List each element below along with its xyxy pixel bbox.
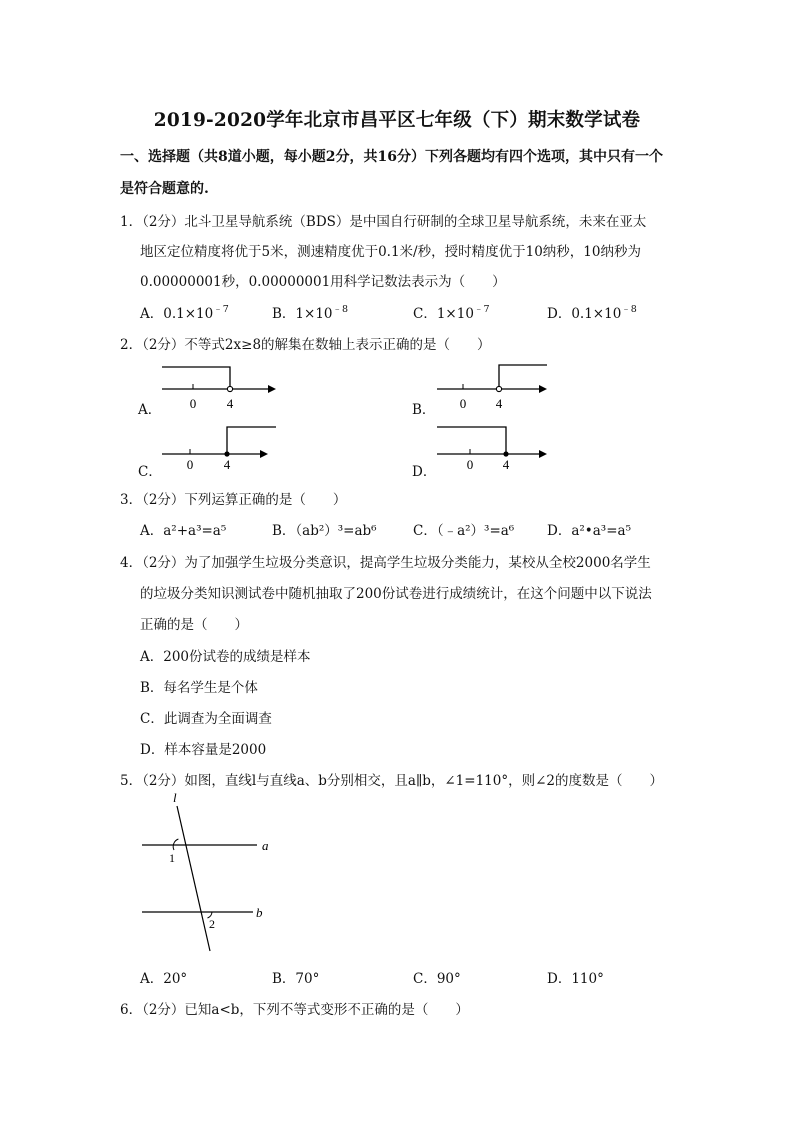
q3-option-a[interactable]: A．a²+a³=a⁵ xyxy=(140,523,227,539)
q4-option-c[interactable]: C．此调查为全面调查 xyxy=(140,711,272,727)
q3-option-c[interactable]: C．（﹣a²）³=a⁶ xyxy=(413,523,515,539)
q2-a-tick-4: 4 xyxy=(226,396,234,411)
q5-angle-1-label: 1 xyxy=(169,851,175,865)
q2-option-b-label[interactable]: B． xyxy=(412,402,436,418)
q4-stem-line-3: 正确的是（ ） xyxy=(140,617,248,633)
q5-line-l-label: l xyxy=(173,790,177,805)
q2-d-tick-0: 0 xyxy=(466,457,474,472)
q2-d-tick-4: 4 xyxy=(502,457,510,472)
q5-option-a[interactable]: A．20° xyxy=(140,971,188,987)
q5-option-b[interactable]: B．70° xyxy=(272,971,320,987)
q2-option-c-label[interactable]: C． xyxy=(138,464,162,480)
q5-line-a-label: a xyxy=(262,838,269,853)
q5-line-b-label: b xyxy=(256,905,263,920)
q2-c-tick-0: 0 xyxy=(186,457,194,472)
q2-c-tick-4: 4 xyxy=(223,457,231,472)
q2-option-d-label[interactable]: D． xyxy=(412,464,437,480)
q5-option-c[interactable]: C．90° xyxy=(413,971,461,987)
q1-option-d[interactable]: D．$0.1\times 10^{﹣8}$ xyxy=(547,304,637,322)
q1-stem-line-3: 0.00000001秒，0.00000001用科学记数法表示为（ ） xyxy=(140,274,506,290)
q2-a-tick-0: 0 xyxy=(189,396,197,411)
q2-number-line-a[interactable] xyxy=(160,360,280,415)
q1-stem-line-2: 地区定位精度将优于5米，测速精度优于0.1米/秒，授时精度优于10纳秒，10纳秒为 xyxy=(140,244,641,260)
q2-b-tick-0: 0 xyxy=(459,396,467,411)
q2-option-a-label[interactable]: A． xyxy=(138,402,162,418)
q3-stem: 3．（2分）下列运算正确的是（ ） xyxy=(120,492,347,508)
q5-angle-2-label: 2 xyxy=(209,917,215,931)
q4-option-b[interactable]: B．每名学生是个体 xyxy=(140,680,258,696)
q2-number-line-c[interactable] xyxy=(160,423,280,478)
q2-b-tick-4: 4 xyxy=(495,396,503,411)
q4-option-a[interactable]: A．200份试卷的成绩是样本 xyxy=(140,649,311,665)
q1-option-b[interactable]: B．$1\times 10^{﹣8}$ xyxy=(272,304,349,322)
q4-stem-line-2: 的垃圾分类知识测试卷中随机抽取了200份试卷进行成绩统计，在这个问题中以下说法 xyxy=(140,586,652,602)
q1-option-c[interactable]: C．$1\times 10^{﹣7}$ xyxy=(413,304,490,322)
q5-option-d[interactable]: D．110° xyxy=(547,971,604,987)
q2-number-line-b[interactable] xyxy=(435,360,555,415)
section-heading-line-2: 是符合题意的. xyxy=(120,181,209,197)
q4-stem-line-1: 4．（2分）为了加强学生垃圾分类意识，提高学生垃圾分类能力，某校从全校2000名学生 xyxy=(120,555,651,571)
q5-stem: 5．（2分）如图，直线l与直线a、b分别相交，且a∥b，∠1=110°，则∠2的度数是（ ） xyxy=(120,773,663,789)
q6-stem: 6．（2分）已知a<b，下列不等式变形不正确的是（ ） xyxy=(120,1002,469,1018)
q1-option-a[interactable]: A．$0.1\times 10^{﹣7}$ xyxy=(140,304,229,322)
q2-stem: 2．（2分）不等式2x≥8的解集在数轴上表示正确的是（ ） xyxy=(120,337,491,353)
q3-option-d[interactable]: D．a²•a³=a⁵ xyxy=(547,523,631,539)
q1-stem-line-1: 1．（2分）北斗卫星导航系统（BDS）是中国自行研制的全球卫星导航系统，未来在亚太 xyxy=(120,214,647,230)
page-title: 2019-2020学年北京市昌平区七年级（下）期末数学试卷 xyxy=(153,110,641,131)
section-heading-line-1: 一、选择题（共8道小题，每小题2分，共16分）下列各题均有四个选项，其中只有一个 xyxy=(120,149,663,165)
q2-number-line-d[interactable] xyxy=(435,423,555,478)
q4-option-d[interactable]: D．样本容量是2000 xyxy=(140,742,267,758)
q3-option-b[interactable]: B．（ab²）³=ab⁶ xyxy=(272,523,377,539)
q5-figure-parallel-lines xyxy=(140,790,280,955)
